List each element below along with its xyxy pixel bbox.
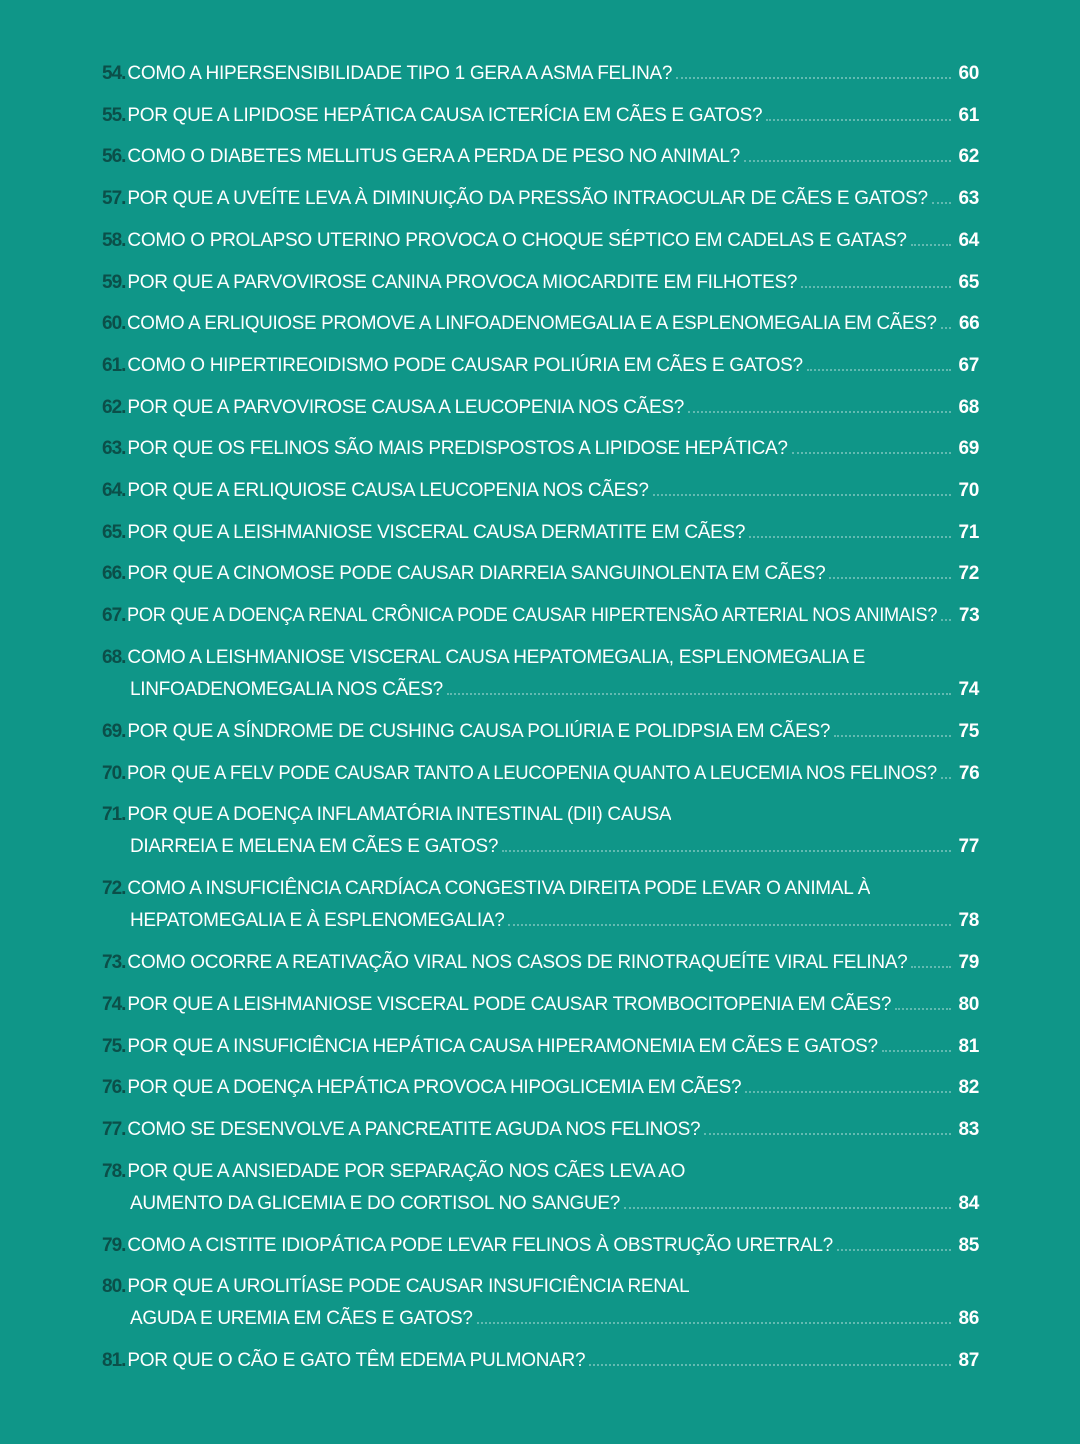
toc-entry-page-number: 79 [958,952,979,974]
toc-entry-title: POR QUE O CÃO E GATO TÊM EDEMA PULMONAR? [127,1350,586,1372]
dot-leader [941,619,951,621]
dot-leader [745,1091,951,1093]
dot-leader [837,1249,951,1251]
toc-entry-line [102,1072,979,1104]
dot-leader [834,735,951,737]
toc-entry[interactable] [102,433,979,465]
toc-entry-page-number: 82 [958,1077,979,1099]
toc-entry[interactable] [102,642,979,706]
toc-entry-line [102,947,979,979]
toc-entry-number: 74. [102,993,126,1015]
toc-entry-number: 67. [102,605,126,627]
toc-entry-number: 63. [102,438,126,460]
dot-leader [911,244,951,246]
toc-entry-page-number: 62 [958,146,979,168]
toc-entry-number: 81. [102,1350,126,1372]
toc-entry-title: COMO A INSUFICIÊNCIA CARDÍACA CONGESTIVA DIREITA PODE LEVAR O ANIMAL À [127,878,871,900]
toc-entry-page-number: 60 [958,63,979,84]
toc-entry-number: 73. [102,952,126,974]
dot-leader [502,850,951,852]
toc-entry-title: POR QUE A CINOMOSE PODE CAUSAR DIARREIA SANGUINOLENTA EM CÃES? [127,563,826,585]
dot-leader [749,536,951,538]
toc-entry-title: POR QUE A SÍNDROME DE CUSHING CAUSA POLIÚRIA E POLIDPSIA EM CÃES? [127,720,831,742]
toc-entry[interactable] [102,141,979,173]
toc-entry-number: 72. [102,878,126,900]
toc-entry-page-number: 63 [958,188,979,210]
toc-entry-line [102,1271,979,1303]
toc-entry-title: POR QUE A LEISHMANIOSE VISCERAL PODE CAUSAR TROMBOCITOPENIA EM CÃES? [127,993,892,1015]
dot-leader [688,411,951,413]
dot-leader [589,1364,951,1366]
toc-entry-title: DIARREIA E MELENA EM CÃES E GATOS? [130,836,499,858]
toc-entry-title: POR QUE A ANSIEDADE POR SEPARAÇÃO NOS CÃES LEVA AO [127,1160,686,1182]
toc-entry-page-number: 71 [958,521,979,543]
toc-entry-title: POR QUE A LIPIDOSE HEPÁTICA CAUSA ICTERÍCIA EM CÃES E GATOS? [127,104,763,126]
toc-entry-title: POR QUE A DOENÇA RENAL CRÔNICA PODE CAUSAR HIPERTENSÃO ARTERIAL NOS ANIMAIS? [127,605,938,627]
toc-entry-title: POR QUE A DOENÇA INFLAMATÓRIA INTESTINAL (DII) CAUSA [127,804,672,826]
toc-entry-title: COMO O PROLAPSO UTERINO PROVOCA O CHOQUE SÉPTICO EM CADELAS E GATAS? [127,229,907,251]
toc-entry[interactable] [102,758,979,790]
toc-entry[interactable] [102,873,979,937]
toc-entry-line [102,873,979,905]
toc-entry-title: AGUDA E UREMIA EM CÃES E GATOS? [130,1308,473,1330]
toc-entry[interactable] [102,350,979,382]
toc-entry-line [102,716,979,748]
dot-leader [801,286,951,288]
toc-entry[interactable] [102,1345,979,1377]
dot-leader [508,924,951,926]
toc-entry-line [102,517,979,549]
toc-entry[interactable] [102,558,979,590]
toc-entry-title: POR QUE OS FELINOS SÃO MAIS PREDISPOSTOS A LIPIDOSE HEPÁTICA? [127,438,788,460]
toc-entry-line [102,308,979,340]
toc-entry-number: 64. [102,480,126,501]
toc-entry[interactable] [102,716,979,748]
toc-entry-number: 57. [102,188,126,210]
toc-entry-page-number: 70 [958,480,979,501]
toc-entry-title: POR QUE A PARVOVIROSE CANINA PROVOCA MIOCARDITE EM FILHOTES? [127,271,798,293]
dot-leader [941,777,951,779]
toc-entry-page-number: 78 [958,910,979,932]
toc-entry-page-number: 75 [958,720,979,742]
dot-leader [895,1008,951,1010]
toc-entry-page-number: 65 [958,271,979,293]
dot-leader [624,1207,951,1209]
toc-entry-number: 60. [102,313,126,335]
dot-leader [941,327,951,329]
toc-entry[interactable] [102,1156,979,1220]
toc-entry-line [102,475,979,507]
dot-leader [744,160,951,162]
toc-entry-line [102,600,979,632]
toc-entry-page-number: 81 [958,1035,979,1057]
toc-entry[interactable] [102,100,979,132]
toc-entry-number: 80. [102,1276,126,1298]
toc-entry[interactable] [102,183,979,215]
toc-entry-line [102,433,979,465]
toc-entry-title: POR QUE A FELV PODE CAUSAR TANTO A LEUCOPENIA QUANTO A LEUCEMIA NOS FELINOS? [127,762,938,784]
toc-entry-number: 78. [102,1160,126,1182]
toc-entry[interactable] [102,308,979,340]
toc-entry-title: COMO A LEISHMANIOSE VISCERAL CAUSA HEPATOMEGALIA, ESPLENOMEGALIA E [127,646,866,668]
toc-entry-title: POR QUE A ERLIQUIOSE CAUSA LEUCOPENIA NOS CÃES? [127,480,649,501]
toc-entry-page-number: 85 [958,1234,979,1256]
toc-entry-number: 69. [102,720,126,742]
dot-leader [911,966,951,968]
toc-entry-line [102,989,979,1021]
toc-entry-line [102,558,979,590]
toc-entry[interactable] [102,267,979,299]
toc-entry-line [102,831,979,863]
toc-entry-page-number: 72 [958,563,979,585]
toc-entry[interactable] [102,799,979,863]
toc-entry[interactable] [102,600,979,632]
toc-entry-line [102,1345,979,1377]
toc-entry-number: 75. [102,1035,126,1057]
toc-entry-page-number: 74 [958,678,979,700]
toc-entry-line [102,905,979,937]
toc-entry-title: COMO A CISTITE IDIOPÁTICA PODE LEVAR FELINOS À OBSTRUÇÃO URETRAL? [127,1234,833,1256]
toc-entry-line [102,267,979,299]
toc-entry-number: 59. [102,271,126,293]
toc-entry-line [102,392,979,424]
toc-entry-page-number: 76 [958,762,980,784]
toc-entry-line [102,225,979,257]
toc-entry-line [102,758,979,790]
toc-entry-number: 56. [102,146,126,168]
dot-leader [447,693,951,695]
toc-entry-page-number: 64 [958,229,979,251]
toc-entry-title: LINFOADENOMEGALIA NOS CÃES? [130,678,443,700]
toc-entry-line [102,1114,979,1146]
toc-entry[interactable] [102,989,979,1021]
toc-entry-line [102,642,979,674]
toc-entry-line [102,799,979,831]
toc-entry-line [102,1303,979,1335]
toc-entry-line [102,674,979,706]
toc-entry-title: COMO SE DESENVOLVE A PANCREATITE AGUDA NOS FELINOS? [127,1119,701,1140]
toc-entry-title: HEPATOMEGALIA E À ESPLENOMEGALIA? [130,910,505,932]
toc-entry-number: 55. [102,104,126,126]
toc-entry[interactable] [102,225,979,257]
toc-entry-number: 54. [102,63,126,84]
toc-entry[interactable] [102,475,979,507]
toc-entry-line [102,1156,979,1188]
toc-entry[interactable] [102,1230,979,1262]
toc-entry-line [102,100,979,132]
toc-entry-number: 70. [102,762,126,784]
toc-entry[interactable] [102,1114,979,1146]
toc-entry-line [102,1188,979,1220]
toc-entry-line [102,183,979,215]
toc-entry-title: COMO OCORRE A REATIVAÇÃO VIRAL NOS CASOS DE RINOTRAQUEÍTE VIRAL FELINA? [127,952,908,974]
toc-entry-line [102,1230,979,1262]
toc-entry-number: 68. [102,646,126,668]
toc-entry-line [102,141,979,173]
dot-leader [932,202,951,204]
toc-entry-number: 77. [102,1119,126,1140]
toc-entry-page-number: 67 [958,354,979,376]
toc-entry[interactable] [102,58,979,90]
toc-entry-title: POR QUE A INSUFICIÊNCIA HEPÁTICA CAUSA HIPERAMONEMIA EM CÃES E GATOS? [127,1035,878,1057]
toc-entry-line [102,58,979,90]
dot-leader [766,119,951,121]
toc-entry-number: 79. [102,1234,126,1256]
toc-entry-page-number: 77 [958,836,979,858]
toc-entry-page-number: 69 [958,438,979,460]
dot-leader [807,369,951,371]
toc-entry-number: 76. [102,1077,126,1099]
toc-entry-title: AUMENTO DA GLICEMIA E DO CORTISOL NO SANGUE? [130,1192,621,1214]
toc-entry-page-number: 84 [958,1192,979,1214]
dot-leader [477,1322,951,1324]
dot-leader [653,494,951,496]
toc-entry-number: 61. [102,354,126,376]
toc-entry[interactable] [102,1031,979,1063]
toc-entry[interactable] [102,392,979,424]
dot-leader [882,1050,951,1052]
toc-entry[interactable] [102,1072,979,1104]
toc-entry-number: 58. [102,229,126,251]
toc-entry-title: POR QUE A PARVOVIROSE CAUSA A LEUCOPENIA NOS CÃES? [127,396,685,418]
toc-entry-title: POR QUE A LEISHMANIOSE VISCERAL CAUSA DERMATITE EM CÃES? [127,521,746,543]
toc-entry-page-number: 86 [958,1308,979,1330]
toc-entry-page-number: 87 [958,1350,979,1372]
toc-entry[interactable] [102,1271,979,1335]
toc-entry-line [102,1031,979,1063]
table-of-contents [102,58,979,1398]
toc-entry[interactable] [102,517,979,549]
toc-entry-page-number: 66 [958,313,980,335]
toc-entry-line [102,350,979,382]
toc-entry-number: 62. [102,396,126,418]
toc-entry-title: COMO A ERLIQUIOSE PROMOVE A LINFOADENOMEGALIA E A ESPLENOMEGALIA EM CÃES? [127,313,938,335]
toc-entry-number: 65. [102,521,126,543]
toc-entry-title: COMO O HIPERTIREOIDISMO PODE CAUSAR POLIÚRIA EM CÃES E GATOS? [127,354,803,376]
toc-entry-title: POR QUE A DOENÇA HEPÁTICA PROVOCA HIPOGLICEMIA EM CÃES? [127,1077,742,1099]
dot-leader [792,452,951,454]
toc-entry-page-number: 68 [958,396,979,418]
toc-entry-title: COMO A HIPERSENSIBILIDADE TIPO 1 GERA A ASMA FELINA? [127,63,673,84]
toc-entry-number: 66. [102,563,126,585]
toc-entry-title: POR QUE A UVEÍTE LEVA À DIMINUIÇÃO DA PRESSÃO INTRAOCULAR DE CÃES E GATOS? [127,188,928,210]
dot-leader [676,77,951,79]
toc-entry-page-number: 80 [958,993,979,1015]
toc-entry-page-number: 83 [958,1119,979,1140]
toc-entry-number: 71. [102,804,126,826]
toc-entry-page-number: 73 [958,605,980,627]
toc-entry-title: POR QUE A UROLITÍASE PODE CAUSAR INSUFICIÊNCIA RENAL [127,1276,690,1298]
toc-entry[interactable] [102,947,979,979]
dot-leader [829,577,951,579]
toc-entry-page-number: 61 [958,104,979,126]
toc-entry-title: COMO O DIABETES MELLITUS GERA A PERDA DE PESO NO ANIMAL? [127,146,740,168]
dot-leader [704,1133,951,1135]
